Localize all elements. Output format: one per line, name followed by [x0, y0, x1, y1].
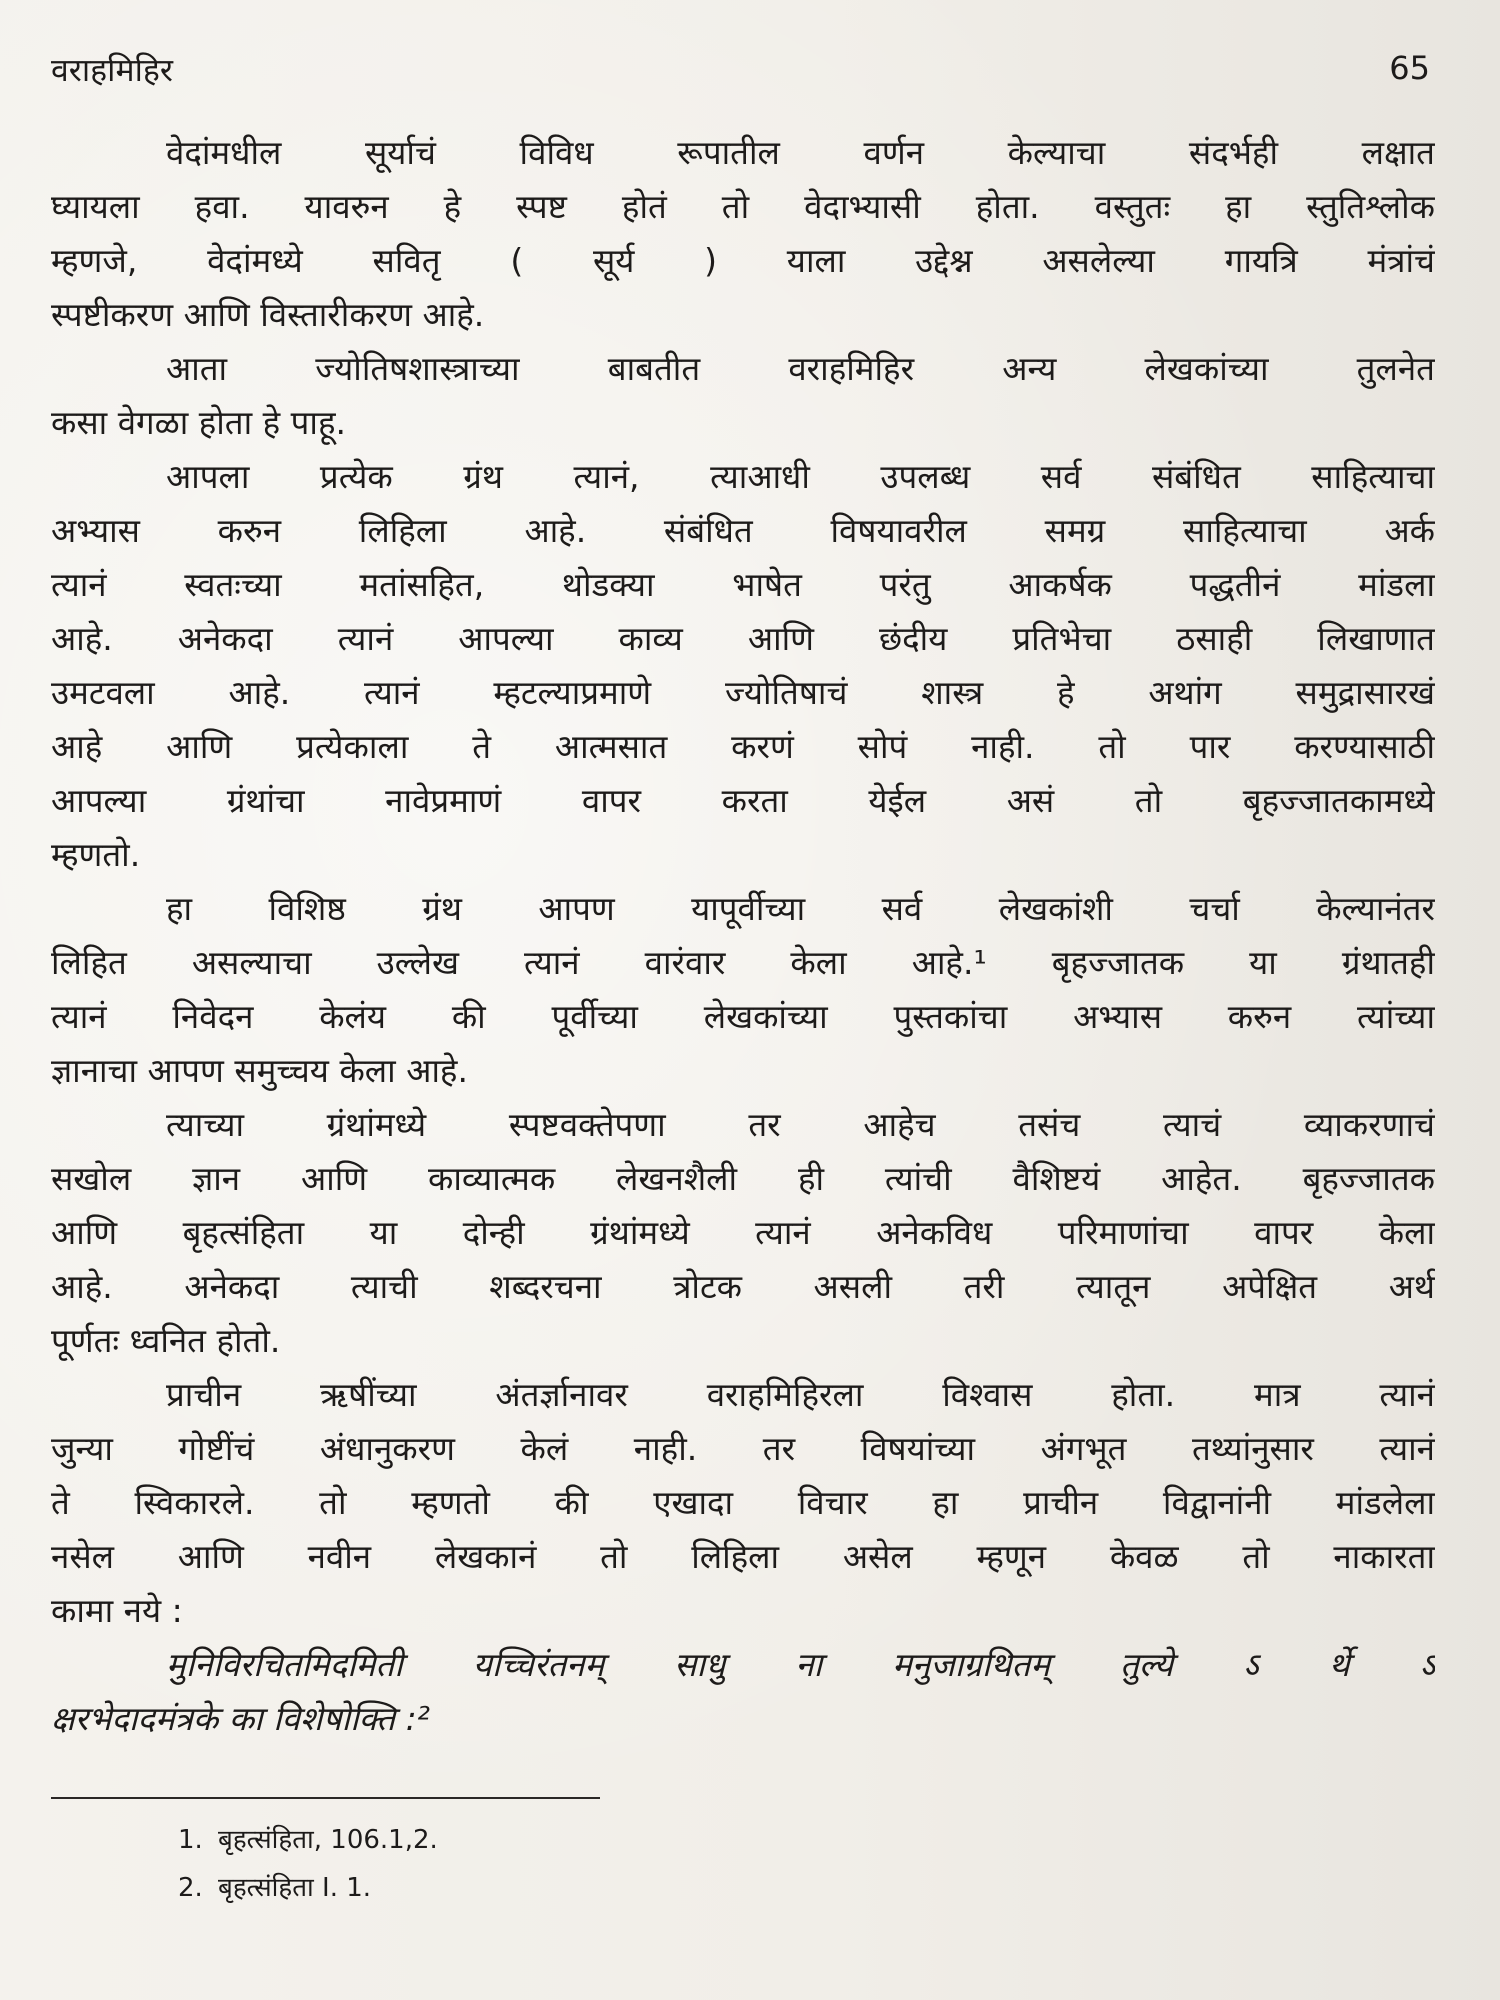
- verse-line: मुनिविरचितमिदमिती यच्चिरंतनम् साधु ना मनुजाग्रथितम् तुल्ये ऽ र्थे ऽ: [166, 1645, 1435, 1684]
- text-line: पूर्णतः ध्वनित होतो.: [51, 1321, 281, 1360]
- text-line: आहे. अनेकदा त्याची शब्दरचना त्रोटक असली तरी त्यातून अपेक्षित अर्थ: [51, 1267, 1435, 1306]
- text-line: नसेल आणि नवीन लेखकानं तो लिहिला असेल म्हणून केवळ तो नाकारता: [51, 1537, 1435, 1576]
- footnote-number: 2.: [178, 1873, 203, 1903]
- text-line: सखोल ज्ञान आणि काव्यात्मक लेखनशैली ही त्यांची वैशिष्टयं आहेत. बृहज्जातक: [51, 1159, 1435, 1198]
- text-line: जुन्या गोष्टींचं अंधानुकरण केलं नाही. तर विषयांच्या अंगभूत तथ्यांनुसार त्यानं: [51, 1429, 1435, 1468]
- text-line: म्हणतो.: [51, 835, 141, 874]
- footnote: [178, 1816, 1378, 1864]
- text-line: त्याच्या ग्रंथांमध्ये स्पष्टवक्तेपणा तर आहेच तसंच त्याचं व्याकरणाचं: [166, 1105, 1435, 1144]
- text-line: म्हणजे, वेदांमध्ये सवितृ ( सूर्य ) याला उद्देश्न असलेल्या गायत्रि मंत्रांचं: [51, 241, 1435, 280]
- text-line: त्यानं स्वतःच्या मतांसहित, थोडक्या भाषेत परंतु आकर्षक पद्धतीनं मांडला: [51, 565, 1435, 604]
- text-line: अभ्यास करुन लिहिला आहे. संबंधित विषयावरील समग्र साहित्याचा अर्क: [51, 511, 1435, 550]
- text-line: आहे आणि प्रत्येकाला ते आत्मसात करणं सोपं नाही. तो पार करण्यासाठी: [51, 727, 1435, 766]
- paragraph: [51, 1098, 1435, 1368]
- footnote-text: बृहत्संहिता I. 1.: [218, 1873, 372, 1903]
- text-line: आता ज्योतिषशास्त्राच्या बाबतीत वराहमिहिर अन्य लेखकांच्या तुलनेत: [166, 349, 1435, 388]
- text-line: त्यानं निवेदन केलंय की पूर्वीच्या लेखकांच्या पुस्तकांचा अभ्यास करुन त्यांच्या: [51, 997, 1435, 1036]
- text-line: हा विशिष्ठ ग्रंथ आपण यापूर्वीच्या सर्व लेखकांशी चर्चा केल्यानंतर: [166, 889, 1435, 928]
- text-line: आपला प्रत्येक ग्रंथ त्यानं, त्याआधी उपलब्ध सर्व संबंधित साहित्याचा: [166, 457, 1435, 496]
- text-line: आपल्या ग्रंथांचा नावेप्रमाणं वापर करता येईल असं तो बृहज्जातकामध्ये: [51, 781, 1435, 820]
- body-text: [51, 126, 1435, 1746]
- page-number: 65: [1389, 49, 1430, 87]
- paragraph: [51, 342, 1435, 450]
- paragraph: [51, 1368, 1435, 1638]
- text-line: स्पष्टीकरण आणि विस्तारीकरण आहे.: [51, 295, 485, 334]
- text-line: आणि बृहत्संहिता या दोन्ही ग्रंथांमध्ये त्यानं अनेकविध परिमाणांचा वापर केला: [51, 1213, 1435, 1252]
- footnote: [178, 1864, 1378, 1912]
- running-title: वराहमिहिर: [51, 51, 173, 89]
- text-line: कामा नये :: [51, 1591, 183, 1630]
- sanskrit-verse: [51, 1638, 1435, 1746]
- verse-line: क्षरभेदादमंत्रके का विशेषोक्ति :²: [51, 1699, 430, 1738]
- paragraph: [51, 882, 1435, 1098]
- text-line: उमटवला आहे. त्यानं म्हटल्याप्रमाणे ज्योतिषाचं शास्त्र हे अथांग समुद्रासारखं: [51, 673, 1435, 712]
- text-line: घ्यायला हवा. यावरुन हे स्पष्ट होतं तो वेदाभ्यासी होता. वस्तुतः हा स्तुतिश्लोक: [51, 187, 1435, 226]
- footnote-rule: [51, 1797, 600, 1799]
- text-line: वेदांमधील सूर्याचं विविध रूपातील वर्णन केल्याचा संदर्भही लक्षात: [166, 133, 1435, 172]
- footnotes: [178, 1816, 1378, 1912]
- text-line: कसा वेगळा होता हे पाहू.: [51, 403, 346, 442]
- text-line: प्राचीन ऋषींच्या अंतर्ज्ञानावर वराहमिहिरला विश्वास होता. मात्र त्यानं: [166, 1375, 1435, 1414]
- footnote-text: बृहत्संहिता, 106.1,2.: [218, 1825, 438, 1855]
- text-line: ते स्विकारले. तो म्हणतो की एखादा विचार हा प्राचीन विद्वानांनी मांडलेला: [51, 1483, 1435, 1522]
- text-line: आहे. अनेकदा त्यानं आपल्या काव्य आणि छंदीय प्रतिभेचा ठसाही लिखाणात: [51, 619, 1435, 658]
- text-line: लिहित असल्याचा उल्लेख त्यानं वारंवार केला आहे.¹ बृहज्जातक या ग्रंथातही: [51, 943, 1435, 982]
- footnote-number: 1.: [178, 1825, 203, 1855]
- paragraph: [51, 450, 1435, 882]
- paragraph: [51, 126, 1435, 342]
- text-line: ज्ञानाचा आपण समुच्चय केला आहे.: [51, 1051, 468, 1090]
